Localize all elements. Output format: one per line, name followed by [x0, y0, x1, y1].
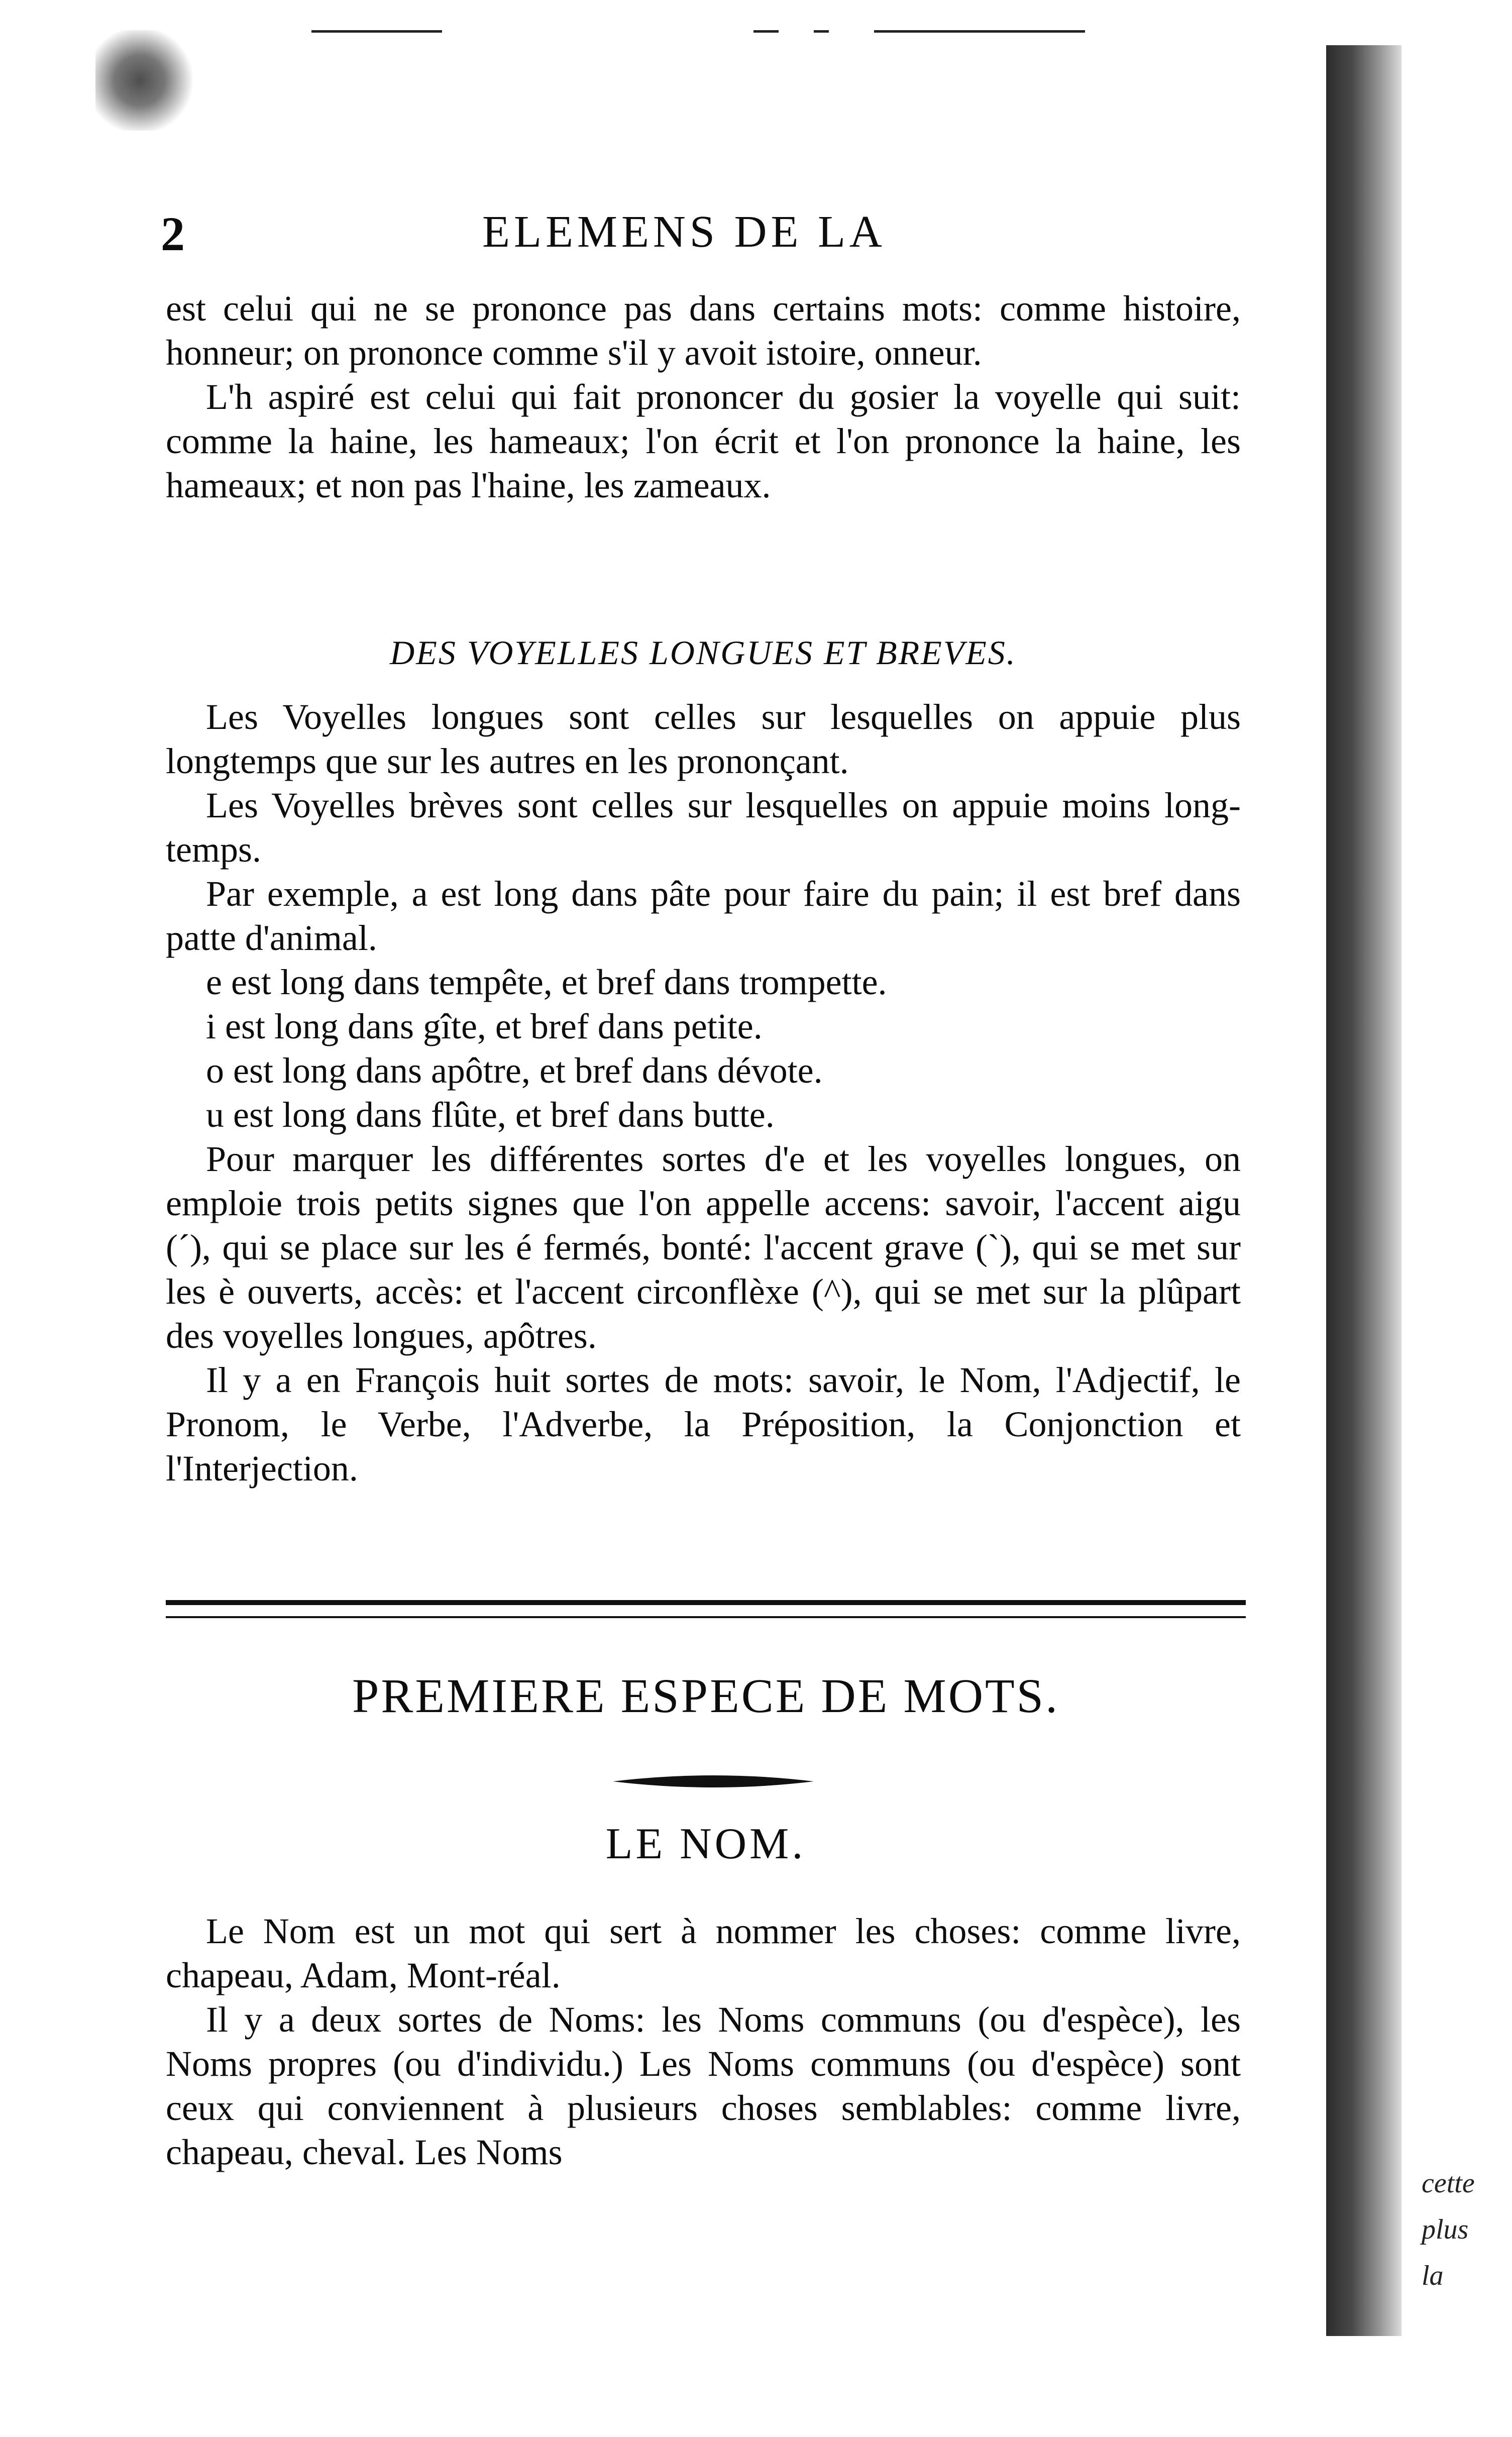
margin-note-line: cette [1422, 2168, 1475, 2199]
section-rule [166, 1600, 1246, 1618]
paragraph: Les Voyelles longues sont celles sur lesquelles on appuie plus longtemps que sur les autres en les prononçant. [166, 697, 1241, 781]
paragraph: Les Voyelles brèves sont celles sur lesquelles on appuie moins long-temps. [166, 785, 1241, 870]
chapter-title: PREMIERE ESPECE DE MOTS. [352, 1669, 1060, 1723]
section-subtitle: DES VOYELLES LONGUES ET BREVES. [390, 633, 1017, 672]
section-noun [166, 1909, 1241, 2174]
paragraph: Le Nom est un mot qui sert à nommer les choses: comme livre, chapeau, Adam, Mont-réal. [166, 1911, 1241, 1995]
paragraph: Par exemple, a est long dans pâte pour faire du pain; il est bref dans patte d'animal. [166, 874, 1241, 958]
paragraph: Il y a en François huit sortes de mots: savoir, le Nom, l'Adjectif, le Pronom, le Verbe, l'Adverbe, la Préposition, la Conjonction et l'Interjection. [166, 1360, 1241, 1489]
margin-note-line: la [1422, 2260, 1444, 2291]
chapter-subtitle: LE NOM. [605, 1820, 806, 1868]
section-aspirate-h [166, 286, 1241, 507]
section-long-short-vowels [166, 630, 1241, 1491]
margin-note-line: plus [1422, 2214, 1469, 2245]
paragraph: est celui qui ne se prononce pas dans certains mots: comme histoire, honneur; on prononce comme s'il y avoit istoire, onneur. [166, 288, 1241, 373]
page-header [161, 206, 1216, 261]
paragraph: Pour marquer les différentes sortes d'e et les voyelles longues, on emploie trois petits signes que l'on appelle accens: savoir, l'accent aigu (´), qui se place sur les é fermés, bonté: l'accent grave (`), qui se met sur les è ouverts, accès: et l'accent circonflèxe (^), qui se met sur la plûpart des voyelles longues, apôtres. [166, 1139, 1241, 1356]
handwritten-margin-note [1422, 2160, 1475, 2299]
binding-shadow [1326, 45, 1401, 2336]
paragraph: Il y a deux sortes de Noms: les Noms communs (ou d'espèce), les Noms propres (ou d'individu.) Les Noms communs (ou d'espèce) sont ceux qui conviennent à plusieurs choses semblables: comme livre, chapeau, cheval. Les Noms [166, 1999, 1241, 2172]
top-edge-marks [311, 26, 1216, 36]
ornament-dash [613, 1772, 814, 1790]
paragraph: i est long dans gîte, et bref dans petite. [206, 1006, 763, 1046]
paragraph: e est long dans tempête, et bref dans trompette. [206, 962, 887, 1002]
paragraph: L'h aspiré est celui qui fait prononcer du gosier la voyelle qui suit: comme la haine, les hameaux; l'on écrit et l'on prononce la haine, les hameaux; et non pas l'haine, les zameaux. [166, 377, 1241, 505]
paragraph: o est long dans apôtre, et bref dans dévote. [206, 1050, 823, 1091]
paragraph: u est long dans flûte, et bref dans butte. [206, 1095, 775, 1135]
running-head: ELEMENS DE LA [482, 207, 886, 257]
ink-blot [95, 30, 206, 131]
page-number: 2 [161, 207, 185, 261]
